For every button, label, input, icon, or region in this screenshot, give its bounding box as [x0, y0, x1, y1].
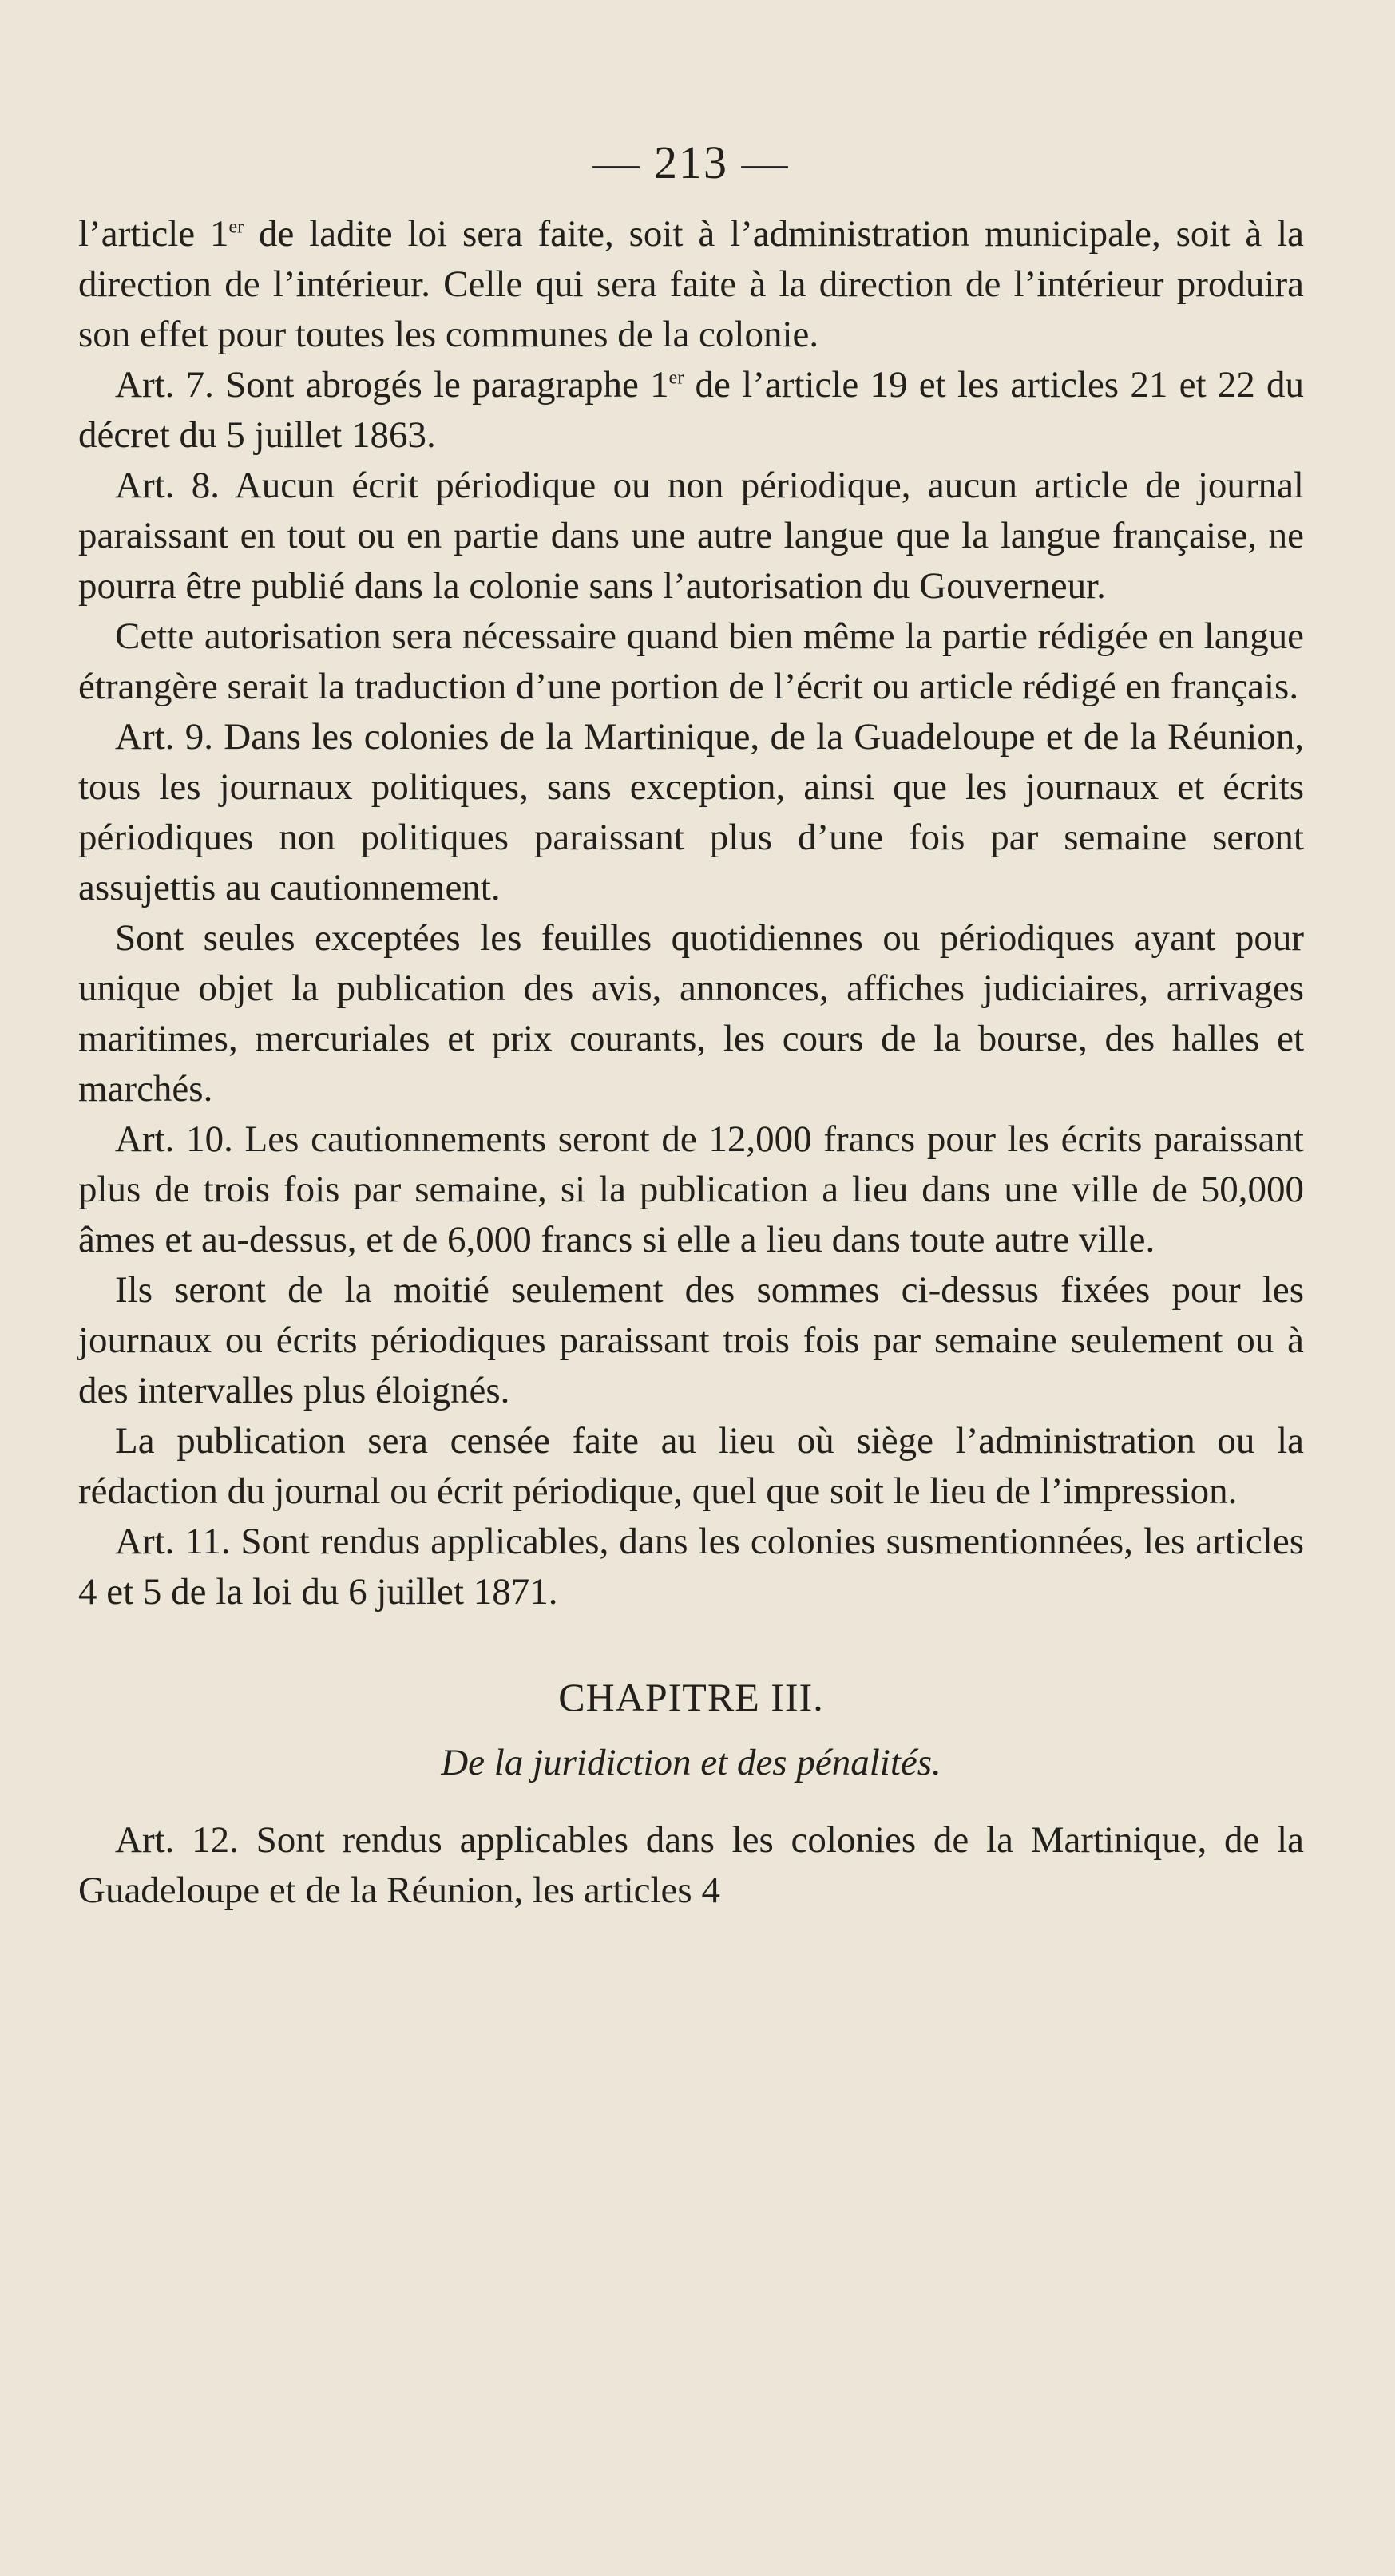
chapter-title: CHAPITRE III.: [558, 1675, 824, 1719]
paragraph: [78, 1114, 1304, 1265]
paragraph-text: Art. 12. Sont rendus applicables dans les colonies de la Martinique, de la Guadeloupe et de la Réunion, les articles 4: [78, 1819, 1304, 1911]
paragraph: [78, 1265, 1304, 1416]
superscript: er: [668, 367, 684, 389]
paragraph-text: Cette autorisation sera nécessaire quand bien même la partie rédigée en langue étrangère serait la traduction d’une portion de l’écrit ou article rédigé en français.: [78, 615, 1304, 707]
paragraph-text: La publication sera censée faite au lieu où siège l’administration ou la rédaction du journal ou écrit périodique, quel que soit le lieu de l’impression.: [78, 1420, 1304, 1512]
paragraph-text: de ladite loi sera faite, soit à l’administration municipale, soit à la direction de l’intérieur. Celle qui sera faite à la direction de l’intérieur produira son effet pour toutes les communes de la colonie.: [78, 213, 1304, 355]
paragraph-text: Art. 7. Sont abrogés le paragraphe 1: [115, 364, 669, 406]
paragraph-text: Ils seront de la moitié seulement des sommes ci-dessus fixées pour les journaux ou écrits périodiques paraissant trois fois par semaine seulement ou à des intervalles plus éloignés.: [78, 1269, 1304, 1411]
paragraph: [78, 1815, 1304, 1916]
chapter-subtitle: De la juridiction et des pénalités.: [441, 1742, 941, 1783]
paragraph: [78, 611, 1304, 712]
paragraph: [78, 1416, 1304, 1517]
paragraph-text: l’article 1: [78, 213, 229, 255]
body-text-bottom: [78, 1815, 1304, 1916]
paragraph-text: Art. 8. Aucun écrit périodique ou non périodique, aucun article de journal paraissant en tout ou en partie dans une autre langue que la langue française, ne pourra être publié dans la colonie sans l’autorisation du Gouverneur.: [78, 465, 1304, 607]
paragraph-text: Sont seules exceptées les feuilles quotidiennes ou périodiques ayant pour unique objet la publication des avis, annonces, affiches judiciaires, arrivages maritimes, mercuriales et prix courants, les cours de la bourse, des halles et marchés.: [78, 917, 1304, 1110]
body-text-top: [78, 209, 1304, 1617]
paragraph-text: Art. 10. Les cautionnements seront de 12,000 francs pour les écrits paraissant plus de trois fois par semaine, si la publication a lieu dans une ville de 50,000 âmes et au-dessus, et de 6,000 francs si elle a lieu dans toute autre ville.: [78, 1118, 1304, 1260]
paragraph-text: de l’article 19 et les articles 21 et 22 du décret du 5 juillet 1863.: [78, 364, 1304, 456]
page-number: — 213 —: [592, 137, 790, 188]
paragraph: [78, 913, 1304, 1114]
paragraph: [78, 461, 1304, 611]
paragraph: [78, 712, 1304, 913]
paragraph-text: Art. 11. Sont rendus applicables, dans les colonies susmentionnées, les articles 4 et 5 de la loi du 6 juillet 1871.: [78, 1521, 1304, 1612]
paragraph: [78, 209, 1304, 360]
paragraph-text: Art. 9. Dans les colonies de la Martinique, de la Guadeloupe et de la Réunion, tous les journaux politiques, sans exception, ainsi que les journaux et écrits périodiques non politiques paraissant plus d’une fois par semaine seront assujettis au cautionnement.: [78, 716, 1304, 908]
paragraph: [78, 360, 1304, 461]
paragraph: [78, 1517, 1304, 1617]
superscript: er: [228, 216, 244, 238]
